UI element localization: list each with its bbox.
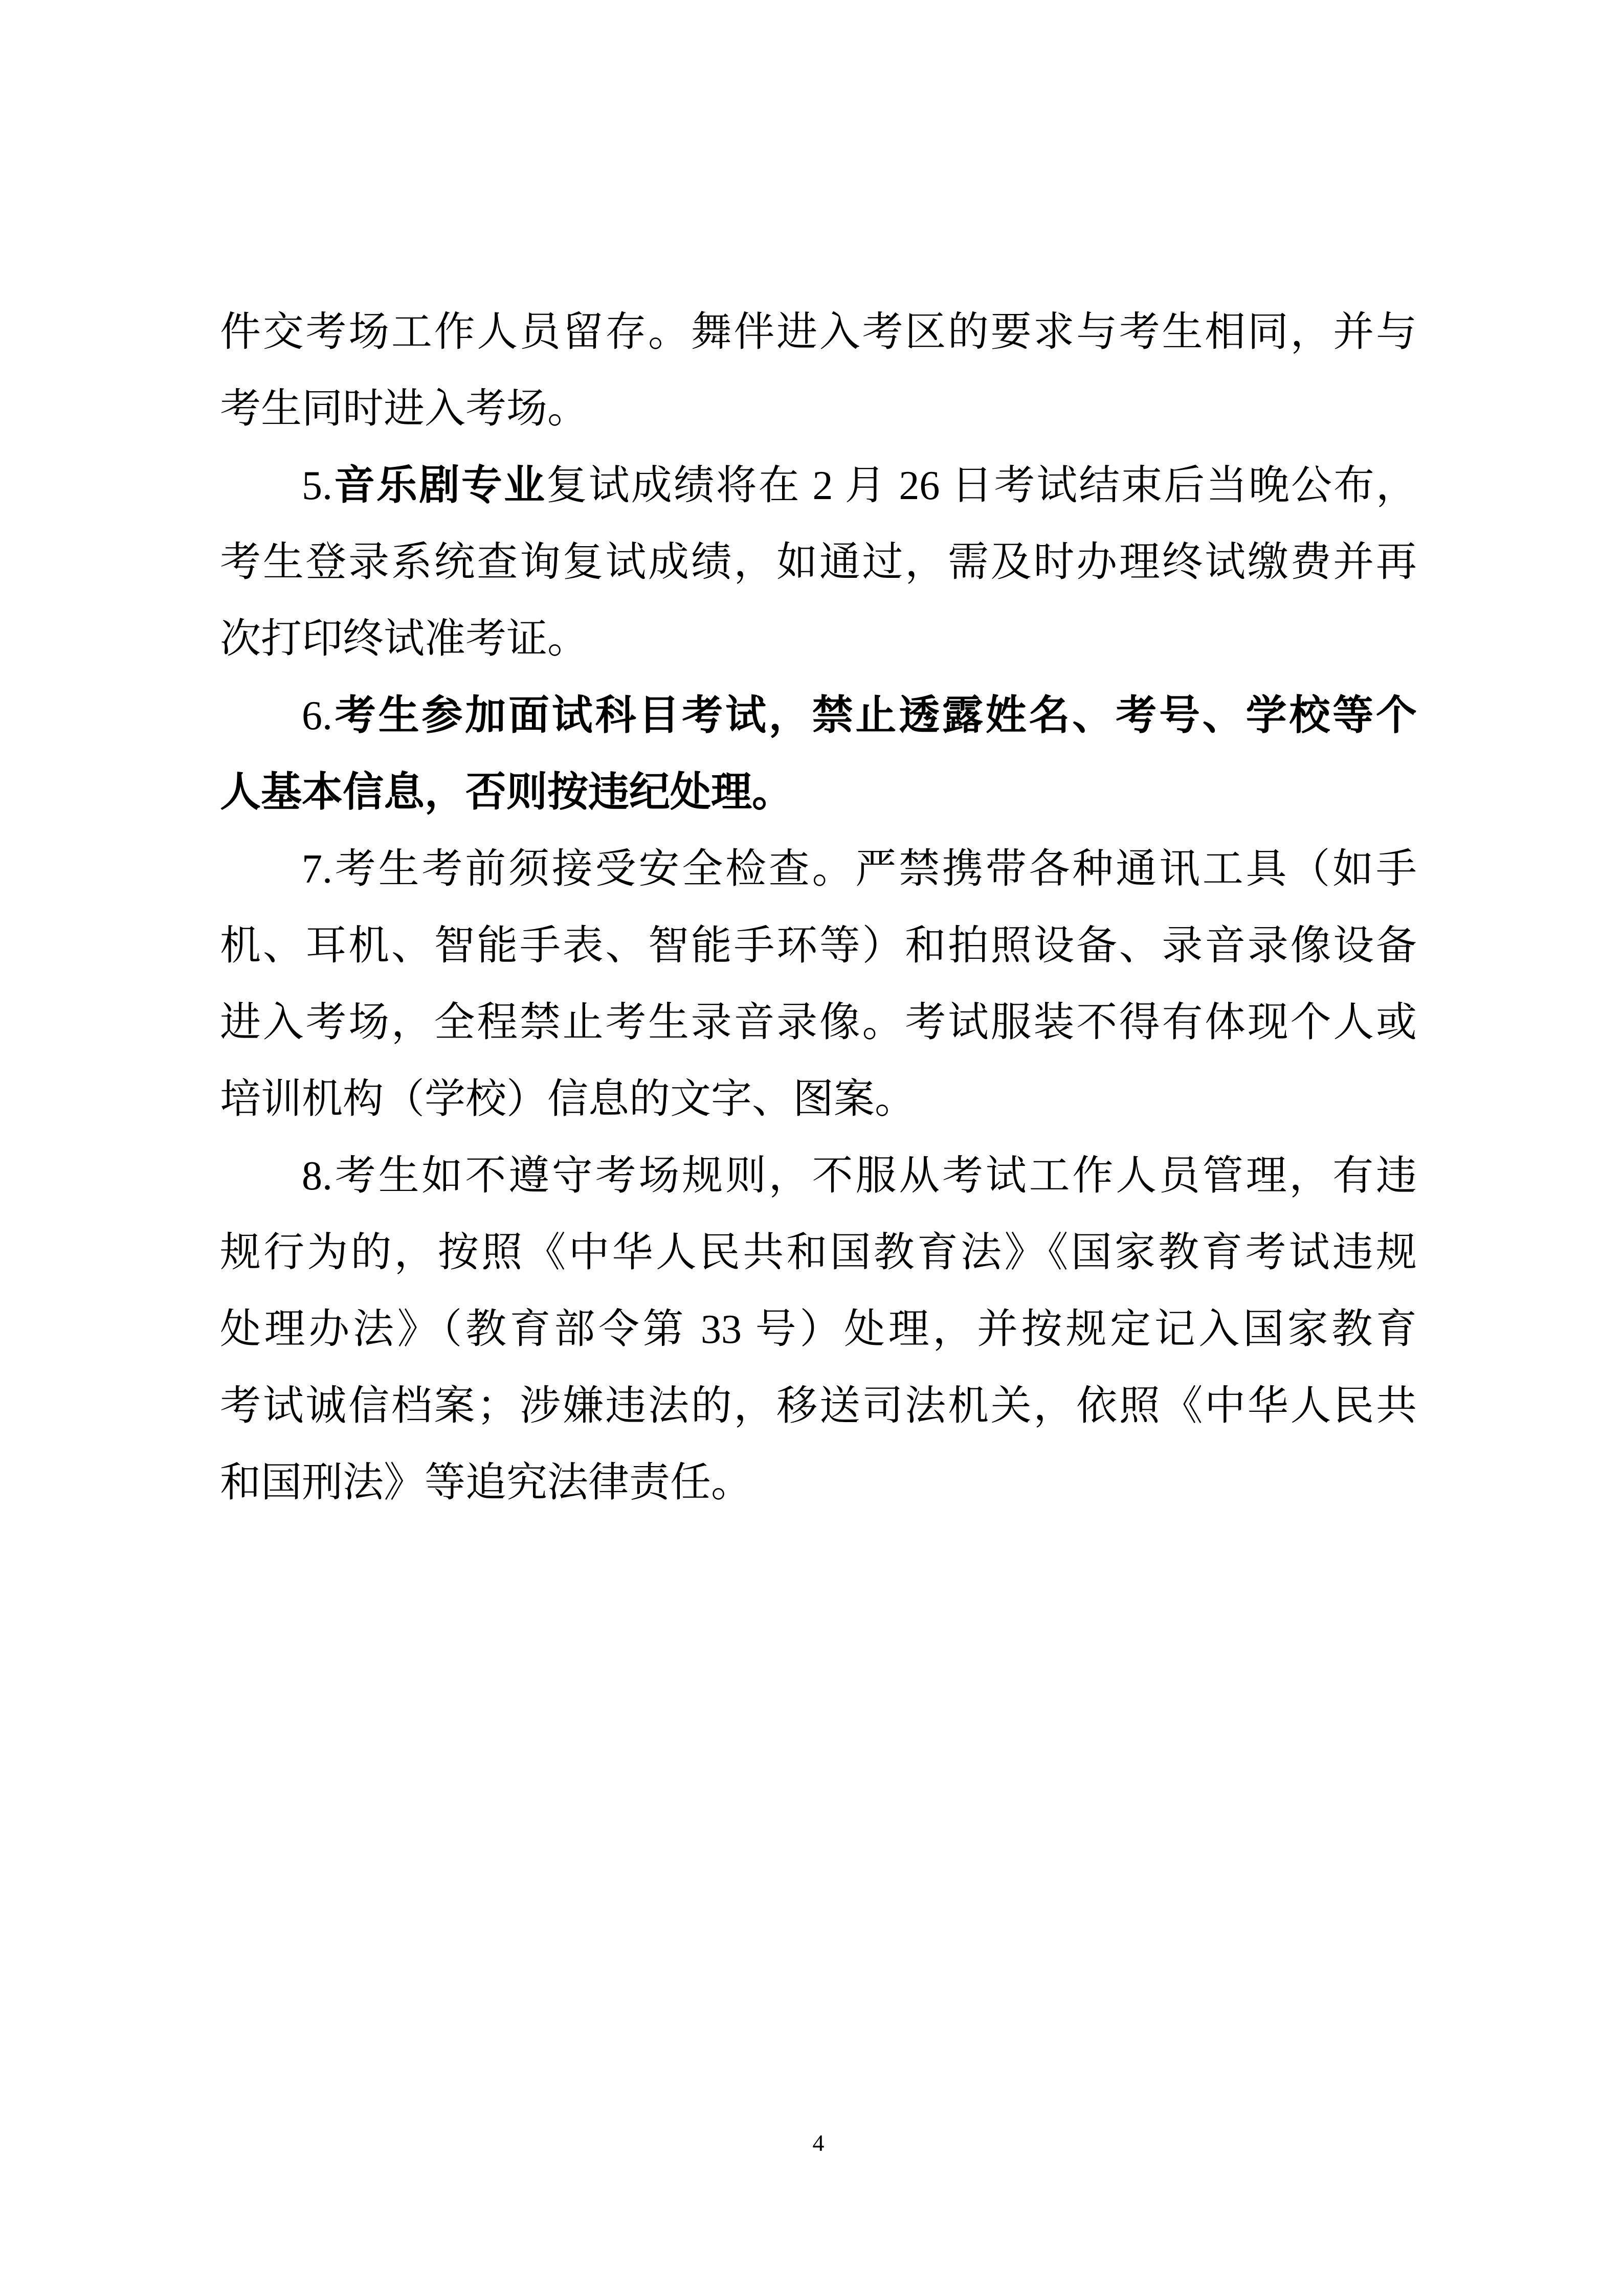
text-line <box>220 1138 1417 1214</box>
text-run: 5. <box>302 463 332 508</box>
text-run: 和国刑法》等追究法律责任。 <box>220 1460 752 1505</box>
page-number: 4 <box>812 2130 825 2156</box>
text-run: 8.考生如不遵守考场规则，不服从考试工作人员管理，有违 <box>302 1154 1417 1199</box>
text-run: 处理办法》（教育部令第 33 号）处理，并按规定记入国家教育 <box>220 1307 1417 1352</box>
text-run: 次打印终试准考证。 <box>220 617 588 662</box>
text-line <box>220 1214 1417 1291</box>
text-line <box>220 754 1417 831</box>
document-body-text <box>220 294 1417 1521</box>
text-line <box>220 294 1417 371</box>
text-line <box>220 601 1417 678</box>
text-run: 机、耳机、智能手表、智能手环等）和拍照设备、录音录像设备 <box>220 924 1417 969</box>
text-line <box>220 447 1417 524</box>
text-line <box>220 984 1417 1061</box>
text-line <box>220 1445 1417 1521</box>
text-run: 考试诚信档案；涉嫌违法的，移送司法机关，依照《中华人民共 <box>220 1384 1417 1429</box>
bold-text-run: 音乐剧专业 <box>332 463 546 508</box>
text-run: 规行为的，按照《中华人民共和国教育法》《国家教育考试违规 <box>220 1230 1417 1275</box>
text-run: 7.考生考前须接受安全检查。严禁携带各种通讯工具（如手 <box>302 847 1417 892</box>
text-line <box>220 678 1417 754</box>
text-run: 考生同时进入考场。 <box>220 387 588 432</box>
text-run: 培训机构（学校）信息的文字、图案。 <box>220 1077 916 1122</box>
text-run: 考生登录系统查询复试成绩，如通过，需及时办理终试缴费并再 <box>220 540 1417 585</box>
text-line <box>220 371 1417 447</box>
text-line <box>220 1291 1417 1368</box>
text-run: 6. <box>302 693 332 738</box>
text-run: 进入考场，全程禁止考生录音录像。考试服装不得有体现个人或 <box>220 1000 1417 1045</box>
text-line <box>220 831 1417 908</box>
text-line <box>220 524 1417 601</box>
text-run: 复试成绩将在 2 月 26 日考试结束后当晚公布， <box>546 463 1417 508</box>
text-line <box>220 1061 1417 1138</box>
text-line <box>220 908 1417 984</box>
text-run: 件交考场工作人员留存。舞伴进入考区的要求与考生相同，并与 <box>220 310 1417 355</box>
bold-text-run: 考生参加面试科目考试，禁止透露姓名、考号、学校等个 <box>332 693 1417 738</box>
bold-text-run: 人基本信息，否则按违纪处理。 <box>220 770 793 815</box>
text-line <box>220 1368 1417 1445</box>
